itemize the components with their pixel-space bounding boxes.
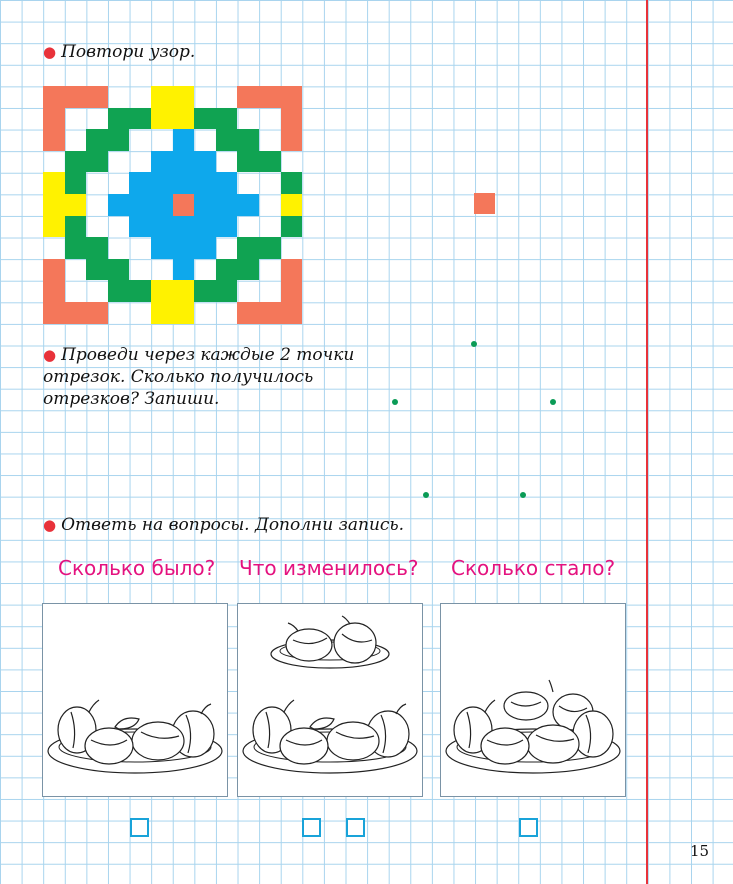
pattern-cell-green — [65, 172, 87, 194]
answer-box-change-1[interactable] — [302, 818, 321, 837]
pattern-cell-yellow — [43, 194, 65, 216]
answer-box-before[interactable] — [130, 818, 149, 837]
point[interactable] — [520, 492, 526, 498]
pattern-cell-green — [108, 129, 130, 151]
pattern-cell-blue — [173, 237, 195, 259]
pattern-cell-green — [259, 237, 281, 259]
pattern-cell-green — [216, 108, 238, 130]
point[interactable] — [423, 492, 429, 498]
pattern-cell-orange — [43, 280, 65, 302]
pattern-cell-green — [108, 108, 130, 130]
pattern-cell-yellow — [43, 216, 65, 238]
pattern-cell-orange — [237, 302, 259, 324]
pattern-cell-green — [108, 280, 130, 302]
pattern-cell-orange — [43, 259, 65, 281]
pattern-cell-orange — [43, 129, 65, 151]
pattern-cell-orange — [173, 194, 195, 216]
pattern-cell-blue — [151, 194, 173, 216]
pattern-cell-blue — [216, 216, 238, 238]
pattern-cell-green — [86, 237, 108, 259]
page-number: 15 — [690, 842, 710, 860]
pattern-cell-orange — [65, 86, 87, 108]
bullet-icon: ● — [43, 346, 57, 364]
pattern-cell-green — [65, 216, 87, 238]
pattern-cell-blue — [151, 151, 173, 173]
task-segments-line-1: Проведи через каждые 2 точки — [61, 345, 355, 365]
question-change: Что изменилось? — [239, 556, 419, 580]
pattern-cell-yellow — [65, 194, 87, 216]
picture-after — [440, 603, 626, 797]
pattern-cell-orange — [43, 86, 65, 108]
bullet-icon: ● — [43, 43, 57, 61]
pattern-cell-orange — [259, 86, 281, 108]
pattern-cell-green — [216, 259, 238, 281]
pattern-cell-blue — [194, 237, 216, 259]
pattern-cell-yellow — [151, 108, 173, 130]
pattern-cell-orange — [281, 86, 303, 108]
pattern-cell-blue — [194, 194, 216, 216]
picture-change — [237, 603, 423, 797]
task-segments-line-3: отрезков? Запиши. — [43, 389, 220, 409]
pattern-cell-blue — [173, 151, 195, 173]
pattern-start-cell — [474, 193, 495, 214]
pattern-cell-yellow — [43, 172, 65, 194]
task-pattern-instruction — [43, 41, 195, 63]
pattern-cell-orange — [281, 280, 303, 302]
plates-with-plums-illustration — [238, 604, 422, 796]
pattern-cell-blue — [194, 172, 216, 194]
pattern-cell-green — [86, 259, 108, 281]
answer-box-change-2[interactable] — [346, 818, 365, 837]
pattern-cell-blue — [129, 216, 151, 238]
pattern-cell-blue — [173, 129, 195, 151]
pattern-cell-blue — [216, 172, 238, 194]
pattern-cell-green — [86, 129, 108, 151]
margin-line — [646, 0, 648, 884]
pattern-cell-green — [237, 237, 259, 259]
pattern-cell-orange — [86, 302, 108, 324]
plate-with-many-plums-illustration — [441, 604, 625, 796]
pattern-cell-green — [237, 151, 259, 173]
pattern-cell-blue — [129, 172, 151, 194]
pattern-cell-green — [281, 216, 303, 238]
pattern-cell-yellow — [173, 280, 195, 302]
pattern-cell-green — [237, 129, 259, 151]
pattern-cell-blue — [194, 216, 216, 238]
task-segments-instruction — [43, 344, 354, 410]
pattern-cell-orange — [259, 302, 281, 324]
pattern-cell-green — [281, 172, 303, 194]
pattern-cell-green — [216, 129, 238, 151]
pattern-cell-yellow — [151, 86, 173, 108]
pattern-cell-orange — [281, 259, 303, 281]
pattern-cell-blue — [108, 194, 130, 216]
pattern-cell-yellow — [151, 280, 173, 302]
answer-box-after[interactable] — [519, 818, 538, 837]
pattern-cell-yellow — [173, 86, 195, 108]
task-segments-line-2: отрезок. Сколько получилось — [43, 367, 314, 387]
point[interactable] — [550, 399, 556, 405]
pattern-cell-blue — [237, 194, 259, 216]
pattern-cell-yellow — [281, 194, 303, 216]
pattern-cell-orange — [281, 108, 303, 130]
pattern-cell-green — [194, 108, 216, 130]
pattern-cell-green — [194, 280, 216, 302]
pattern-cell-yellow — [173, 108, 195, 130]
pattern-cell-green — [129, 280, 151, 302]
pattern-cell-blue — [151, 216, 173, 238]
plate-with-plums-illustration — [43, 604, 227, 796]
picture-before — [42, 603, 228, 797]
point[interactable] — [392, 399, 398, 405]
pattern-cell-orange — [86, 86, 108, 108]
pattern-cell-orange — [237, 86, 259, 108]
pattern-cell-blue — [194, 151, 216, 173]
pattern-cell-orange — [65, 302, 87, 324]
pattern-cell-green — [108, 259, 130, 281]
question-after: Сколько стало? — [451, 556, 616, 580]
task-questions-text: Ответь на вопросы. Дополни запись. — [61, 515, 405, 535]
pattern-cell-orange — [43, 108, 65, 130]
pattern-cell-yellow — [173, 302, 195, 324]
pattern-cell-blue — [151, 237, 173, 259]
task-questions-instruction — [43, 514, 404, 536]
pattern-cell-orange — [281, 129, 303, 151]
pattern-cell-green — [129, 108, 151, 130]
pattern-cell-blue — [151, 172, 173, 194]
pattern-cell-blue — [216, 194, 238, 216]
pattern-cell-orange — [43, 302, 65, 324]
question-before: Сколько было? — [58, 556, 216, 580]
pattern-cell-yellow — [151, 302, 173, 324]
bullet-icon: ● — [43, 516, 57, 534]
pattern-cell-blue — [173, 172, 195, 194]
pattern-cell-orange — [281, 302, 303, 324]
pattern-cell-green — [237, 259, 259, 281]
task-pattern-text: Повтори узор. — [61, 42, 196, 62]
pattern-cell-green — [259, 151, 281, 173]
pattern-cell-green — [216, 280, 238, 302]
pattern-cell-green — [65, 237, 87, 259]
pattern-cell-green — [65, 151, 87, 173]
pattern-cell-blue — [129, 194, 151, 216]
pattern-cell-green — [86, 151, 108, 173]
pattern-cell-blue — [173, 216, 195, 238]
pattern-cell-blue — [173, 259, 195, 281]
point[interactable] — [471, 341, 477, 347]
